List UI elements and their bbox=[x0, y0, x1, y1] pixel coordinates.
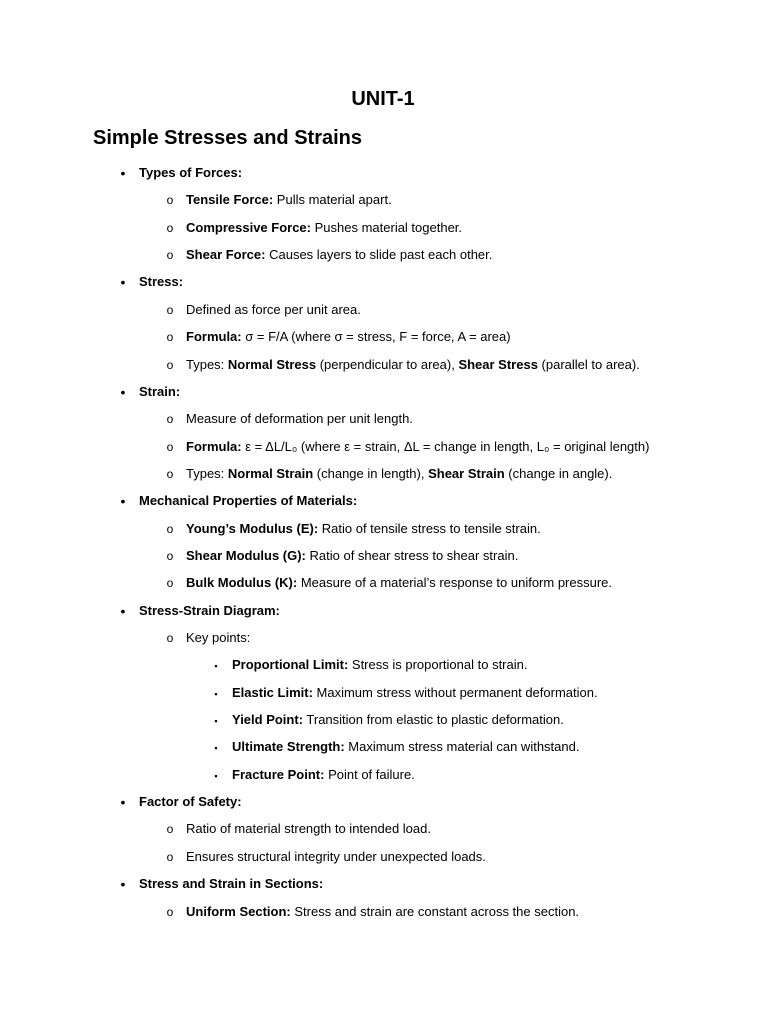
bullet-marker: o bbox=[166, 521, 174, 536]
item-text: Ensures structural integrity under unexpected loads. bbox=[186, 848, 486, 864]
bullet-marker: o bbox=[166, 248, 174, 263]
bullet-marker: o bbox=[166, 822, 174, 837]
bullet-marker: ▪ bbox=[214, 716, 218, 726]
item-term: Formula: bbox=[186, 329, 242, 345]
list-item bbox=[166, 328, 511, 346]
item-term: Stress-Strain Diagram: bbox=[139, 602, 280, 618]
item-text: Ratio of material strength to intended load. bbox=[186, 821, 431, 837]
bullet-marker: o bbox=[166, 220, 174, 235]
bullet-marker: • bbox=[120, 602, 126, 619]
item-term: Normal Strain bbox=[227, 465, 314, 481]
item-text: Stress and strain are constant across the section. bbox=[290, 903, 580, 919]
item-term: Fracture Point: bbox=[232, 766, 325, 782]
item-text: (perpendicular to area), bbox=[316, 356, 459, 372]
bullet-marker: o bbox=[166, 302, 174, 317]
list-item bbox=[166, 410, 413, 428]
item-text: Measure of a material’s response to uniform pressure. bbox=[297, 575, 613, 591]
bullet-marker: o bbox=[166, 576, 174, 591]
list-item bbox=[120, 492, 358, 510]
bullet-marker: • bbox=[120, 794, 126, 811]
item-text: Point of failure. bbox=[324, 766, 415, 782]
item-term: Factor of Safety: bbox=[139, 794, 242, 810]
bullet-marker: ▪ bbox=[214, 743, 218, 754]
item-text: (change in angle). bbox=[504, 465, 613, 481]
item-term: Compressive Force: bbox=[186, 219, 311, 235]
bullet-marker: ▪ bbox=[214, 688, 218, 699]
item-text: (change in length), bbox=[313, 465, 429, 481]
list-item bbox=[166, 520, 541, 538]
item-text: Ratio of tensile stress to tensile strain. bbox=[318, 520, 541, 536]
item-text: Ratio of shear stress to shear strain. bbox=[305, 547, 519, 563]
bullet-marker: ▪ bbox=[214, 770, 218, 781]
list-item bbox=[166, 301, 361, 319]
item-term: Ultimate Strength: bbox=[232, 739, 345, 755]
item-text: Types: bbox=[186, 356, 228, 372]
item-text: σ = F/A (where σ = stress, F = force, A = area) bbox=[241, 329, 511, 345]
list-item bbox=[214, 711, 564, 729]
list-item bbox=[166, 356, 640, 374]
bullet-marker: • bbox=[120, 165, 126, 181]
list-item bbox=[166, 903, 580, 921]
item-term: Bulk Modulus (K): bbox=[186, 575, 298, 591]
item-text: Types: bbox=[186, 465, 228, 481]
list-item bbox=[120, 164, 243, 182]
list-item bbox=[166, 848, 486, 866]
bullet-marker: o bbox=[166, 412, 174, 427]
bullet-marker: o bbox=[166, 357, 174, 372]
item-term: Elastic Limit: bbox=[232, 684, 313, 700]
item-text: (parallel to area). bbox=[537, 356, 640, 372]
list-item bbox=[214, 738, 580, 756]
bullet-marker: o bbox=[166, 330, 174, 345]
item-term: Tensile Force: bbox=[186, 192, 274, 208]
item-term: Mechanical Properties of Materials: bbox=[139, 493, 358, 509]
list-item bbox=[214, 656, 528, 674]
item-text: Transition from elastic to plastic deformation. bbox=[303, 712, 564, 727]
item-text: ε = ΔL/L₀ (where ε = strain, ΔL = change in length, L₀ = original length) bbox=[241, 438, 650, 454]
bullet-marker: • bbox=[120, 383, 126, 400]
item-term: Formula: bbox=[186, 438, 242, 454]
bullet-marker: o bbox=[166, 466, 174, 481]
list-item bbox=[166, 219, 463, 237]
item-text: Stress is proportional to strain. bbox=[348, 657, 528, 673]
item-term: Strain: bbox=[139, 383, 181, 399]
item-text: Maximum stress without permanent deformation. bbox=[312, 684, 598, 700]
item-term: Normal Stress bbox=[227, 356, 317, 372]
bullet-marker: o bbox=[166, 439, 174, 454]
bullet-marker: o bbox=[166, 904, 174, 919]
bullet-marker: o bbox=[166, 193, 174, 208]
list-item bbox=[166, 820, 431, 838]
item-text: Key points: bbox=[186, 630, 251, 645]
item-term: Yield Point: bbox=[232, 712, 304, 727]
item-text: Pushes material together. bbox=[311, 219, 463, 235]
list-item bbox=[166, 438, 650, 456]
item-term: Stress: bbox=[139, 274, 184, 290]
item-term: Shear Force: bbox=[186, 247, 266, 263]
item-text: Defined as force per unit area. bbox=[186, 301, 361, 317]
item-term: Types of Forces: bbox=[139, 165, 243, 180]
section-title: Simple Stresses and Strains bbox=[93, 127, 363, 149]
bullet-marker: • bbox=[120, 876, 126, 893]
item-term: Stress and Strain in Sections: bbox=[139, 876, 324, 892]
list-item bbox=[166, 246, 493, 264]
item-term: Shear Strain bbox=[428, 465, 505, 481]
list-item bbox=[120, 793, 242, 811]
list-item bbox=[166, 547, 519, 565]
item-term: Young’s Modulus (E): bbox=[186, 520, 319, 536]
bullet-marker: ▪ bbox=[214, 661, 218, 672]
list-item bbox=[166, 191, 392, 209]
bullet-marker: o bbox=[166, 631, 174, 645]
list-item bbox=[120, 875, 324, 893]
list-item bbox=[166, 574, 613, 592]
list-item bbox=[120, 602, 280, 620]
bullet-marker: o bbox=[166, 849, 174, 864]
bullet-marker: • bbox=[120, 493, 126, 510]
list-item bbox=[214, 684, 598, 702]
item-text: Causes layers to slide past each other. bbox=[265, 247, 493, 263]
item-term: Proportional Limit: bbox=[232, 657, 349, 673]
item-term: Shear Modulus (G): bbox=[186, 547, 306, 563]
list-item bbox=[120, 273, 184, 291]
bullet-marker: o bbox=[166, 548, 174, 563]
item-text: Maximum stress material can withstand. bbox=[344, 739, 580, 755]
item-term: Shear Stress bbox=[458, 356, 538, 372]
bullet-marker: • bbox=[120, 274, 126, 291]
list-item bbox=[166, 465, 613, 483]
item-term: Uniform Section: bbox=[186, 903, 291, 919]
unit-title: UNIT-1 bbox=[351, 88, 415, 110]
list-item bbox=[214, 766, 415, 784]
list-item bbox=[166, 629, 251, 647]
item-text: Measure of deformation per unit length. bbox=[186, 411, 413, 427]
list-item bbox=[120, 383, 181, 401]
item-text: Pulls material apart. bbox=[273, 192, 392, 208]
